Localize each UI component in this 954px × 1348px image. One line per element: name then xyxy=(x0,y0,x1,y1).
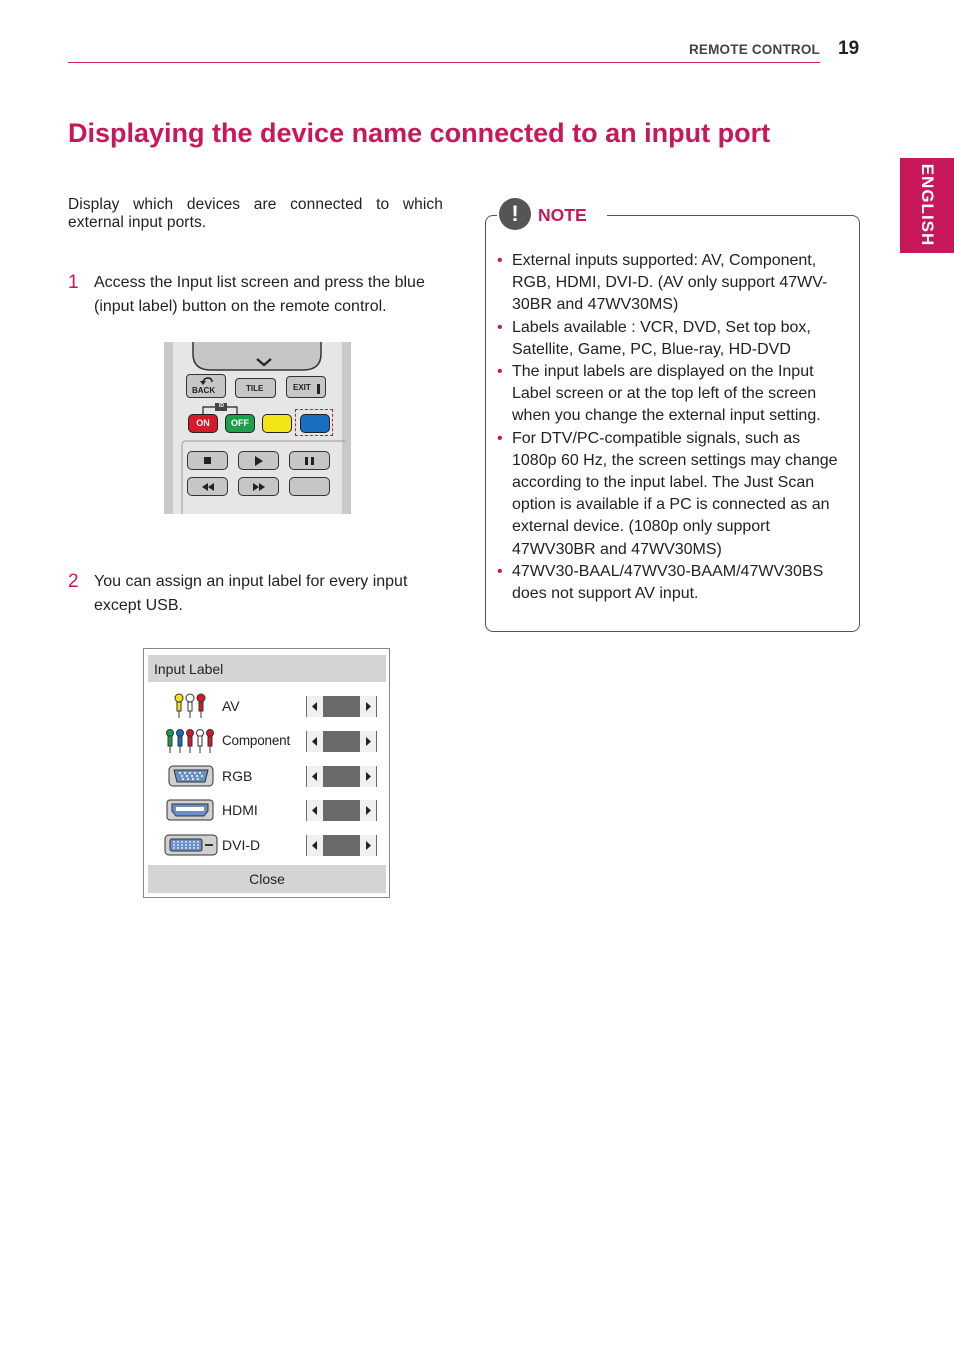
play-button[interactable] xyxy=(238,451,279,470)
input-row-rgb xyxy=(144,760,389,790)
step-1-number: 1 xyxy=(68,272,79,293)
chevron-right-icon xyxy=(360,835,376,856)
component-connector-icon xyxy=(164,728,218,754)
input-row-label: AV xyxy=(222,698,240,714)
dvi-next-arrow[interactable] xyxy=(360,835,376,856)
rgb-next-arrow[interactable] xyxy=(360,766,376,787)
red-on-button[interactable]: ON xyxy=(188,414,218,433)
dvi-prev-arrow[interactable] xyxy=(307,835,323,856)
intro-paragraph: Display which devices are connected to which external input ports. xyxy=(68,196,443,231)
note-item: • 47WV30-BAAL/47WV30-BAAM/47WV30BS does not support AV input. xyxy=(497,561,847,605)
stop-icon xyxy=(204,457,211,464)
input-label-panel xyxy=(143,648,390,898)
chevron-right-icon xyxy=(360,696,376,717)
exit-button[interactable] xyxy=(286,376,326,398)
rewind-icon xyxy=(200,483,216,491)
header-divider xyxy=(68,62,820,63)
av-label-selector[interactable] xyxy=(306,696,377,717)
highlight-marker xyxy=(295,409,333,436)
rgb-port-icon xyxy=(168,765,214,787)
input-row-component xyxy=(144,725,389,755)
input-row-label: RGB xyxy=(222,768,253,784)
running-header-section: REMOTE CONTROL xyxy=(688,42,820,57)
step-2-text: You can assign an input label for every input except USB. xyxy=(94,573,408,614)
component-prev-arrow[interactable] xyxy=(307,731,323,752)
component-label-selector[interactable] xyxy=(306,731,377,752)
chevron-left-icon xyxy=(307,766,323,787)
tile-button[interactable] xyxy=(235,378,276,398)
back-arrow-icon xyxy=(200,376,214,386)
av-next-arrow[interactable] xyxy=(360,696,376,717)
pause-button[interactable] xyxy=(289,451,330,470)
note-item: • For DTV/PC-compatible signals, such as 1080p 60 Hz, the screen settings may change according to the input label. The Just Scan option is available if a PC is connected as an external device. (1080p only support 47WV30BR and 47WV30MS) xyxy=(497,428,847,561)
note-item: • The input labels are displayed on the Input Label screen or at the top left of the screen when you change the external input setting. xyxy=(497,361,847,428)
page-number: 19 xyxy=(838,38,860,59)
chevron-right-icon xyxy=(360,766,376,787)
note-list xyxy=(497,250,847,605)
rgb-label-selector[interactable] xyxy=(306,766,377,787)
yellow-button[interactable] xyxy=(262,414,292,433)
chevron-left-icon xyxy=(307,696,323,717)
tile-label: TILE xyxy=(246,384,264,393)
rgb-prev-arrow[interactable] xyxy=(307,766,323,787)
chevron-left-icon xyxy=(307,835,323,856)
chevron-right-icon xyxy=(360,731,376,752)
dvi-label-selector[interactable] xyxy=(306,835,377,856)
exit-bar-icon xyxy=(317,384,320,394)
green-off-button[interactable]: OFF xyxy=(225,414,255,433)
page-title: Displaying the device name connected to an input port xyxy=(68,118,771,148)
exclamation-icon: ! xyxy=(499,198,531,230)
input-row-dvi xyxy=(144,829,389,859)
input-label-header xyxy=(148,655,386,682)
input-row-av xyxy=(144,690,389,720)
play-icon xyxy=(254,456,264,466)
back-button[interactable] xyxy=(186,374,226,398)
language-tab xyxy=(900,158,954,253)
step-1-text: Access the Input list screen and press the blue (input label) button on the remote control. xyxy=(94,274,425,315)
input-label-title: Input Label xyxy=(154,661,224,677)
chevron-left-icon xyxy=(307,800,323,821)
id-label: ID xyxy=(219,403,224,409)
rewind-button[interactable] xyxy=(187,477,228,496)
chevron-left-icon xyxy=(307,731,323,752)
hdmi-port-icon xyxy=(166,799,214,821)
note-item: • Labels available : VCR, DVD, Set top box, Satellite, Game, PC, Blue-ray, HD-DVD xyxy=(497,317,847,361)
blank-button[interactable] xyxy=(289,477,330,496)
note-item: • External inputs supported: AV, Component, RGB, HDMI, DVI-D. (AV only support 47WV-30BR and 47WV30MS) xyxy=(497,250,847,317)
remote-control-illustration xyxy=(164,342,351,514)
back-label: BACK xyxy=(192,386,216,395)
input-row-label: DVI-D xyxy=(222,837,261,853)
input-row-hdmi xyxy=(144,794,389,824)
input-row-label: Component xyxy=(222,733,290,748)
fast-forward-icon xyxy=(251,483,267,491)
close-button[interactable]: Close xyxy=(148,865,386,893)
hdmi-label-selector[interactable] xyxy=(306,800,377,821)
component-next-arrow[interactable] xyxy=(360,731,376,752)
input-row-label: HDMI xyxy=(222,802,258,818)
fast-forward-button[interactable] xyxy=(238,477,279,496)
stop-button[interactable] xyxy=(187,451,228,470)
step-2-number: 2 xyxy=(68,571,79,592)
hdmi-prev-arrow[interactable] xyxy=(307,800,323,821)
language-tab-label: ENGLISH xyxy=(918,163,937,247)
dpad-icon xyxy=(191,342,331,372)
chevron-right-icon xyxy=(360,800,376,821)
av-prev-arrow[interactable] xyxy=(307,696,323,717)
pause-icon xyxy=(305,457,308,465)
exit-label: EXIT xyxy=(293,383,311,392)
note-title: NOTE xyxy=(538,205,587,225)
hdmi-next-arrow[interactable] xyxy=(360,800,376,821)
dvi-port-icon xyxy=(164,834,218,856)
av-connector-icon xyxy=(172,693,208,719)
